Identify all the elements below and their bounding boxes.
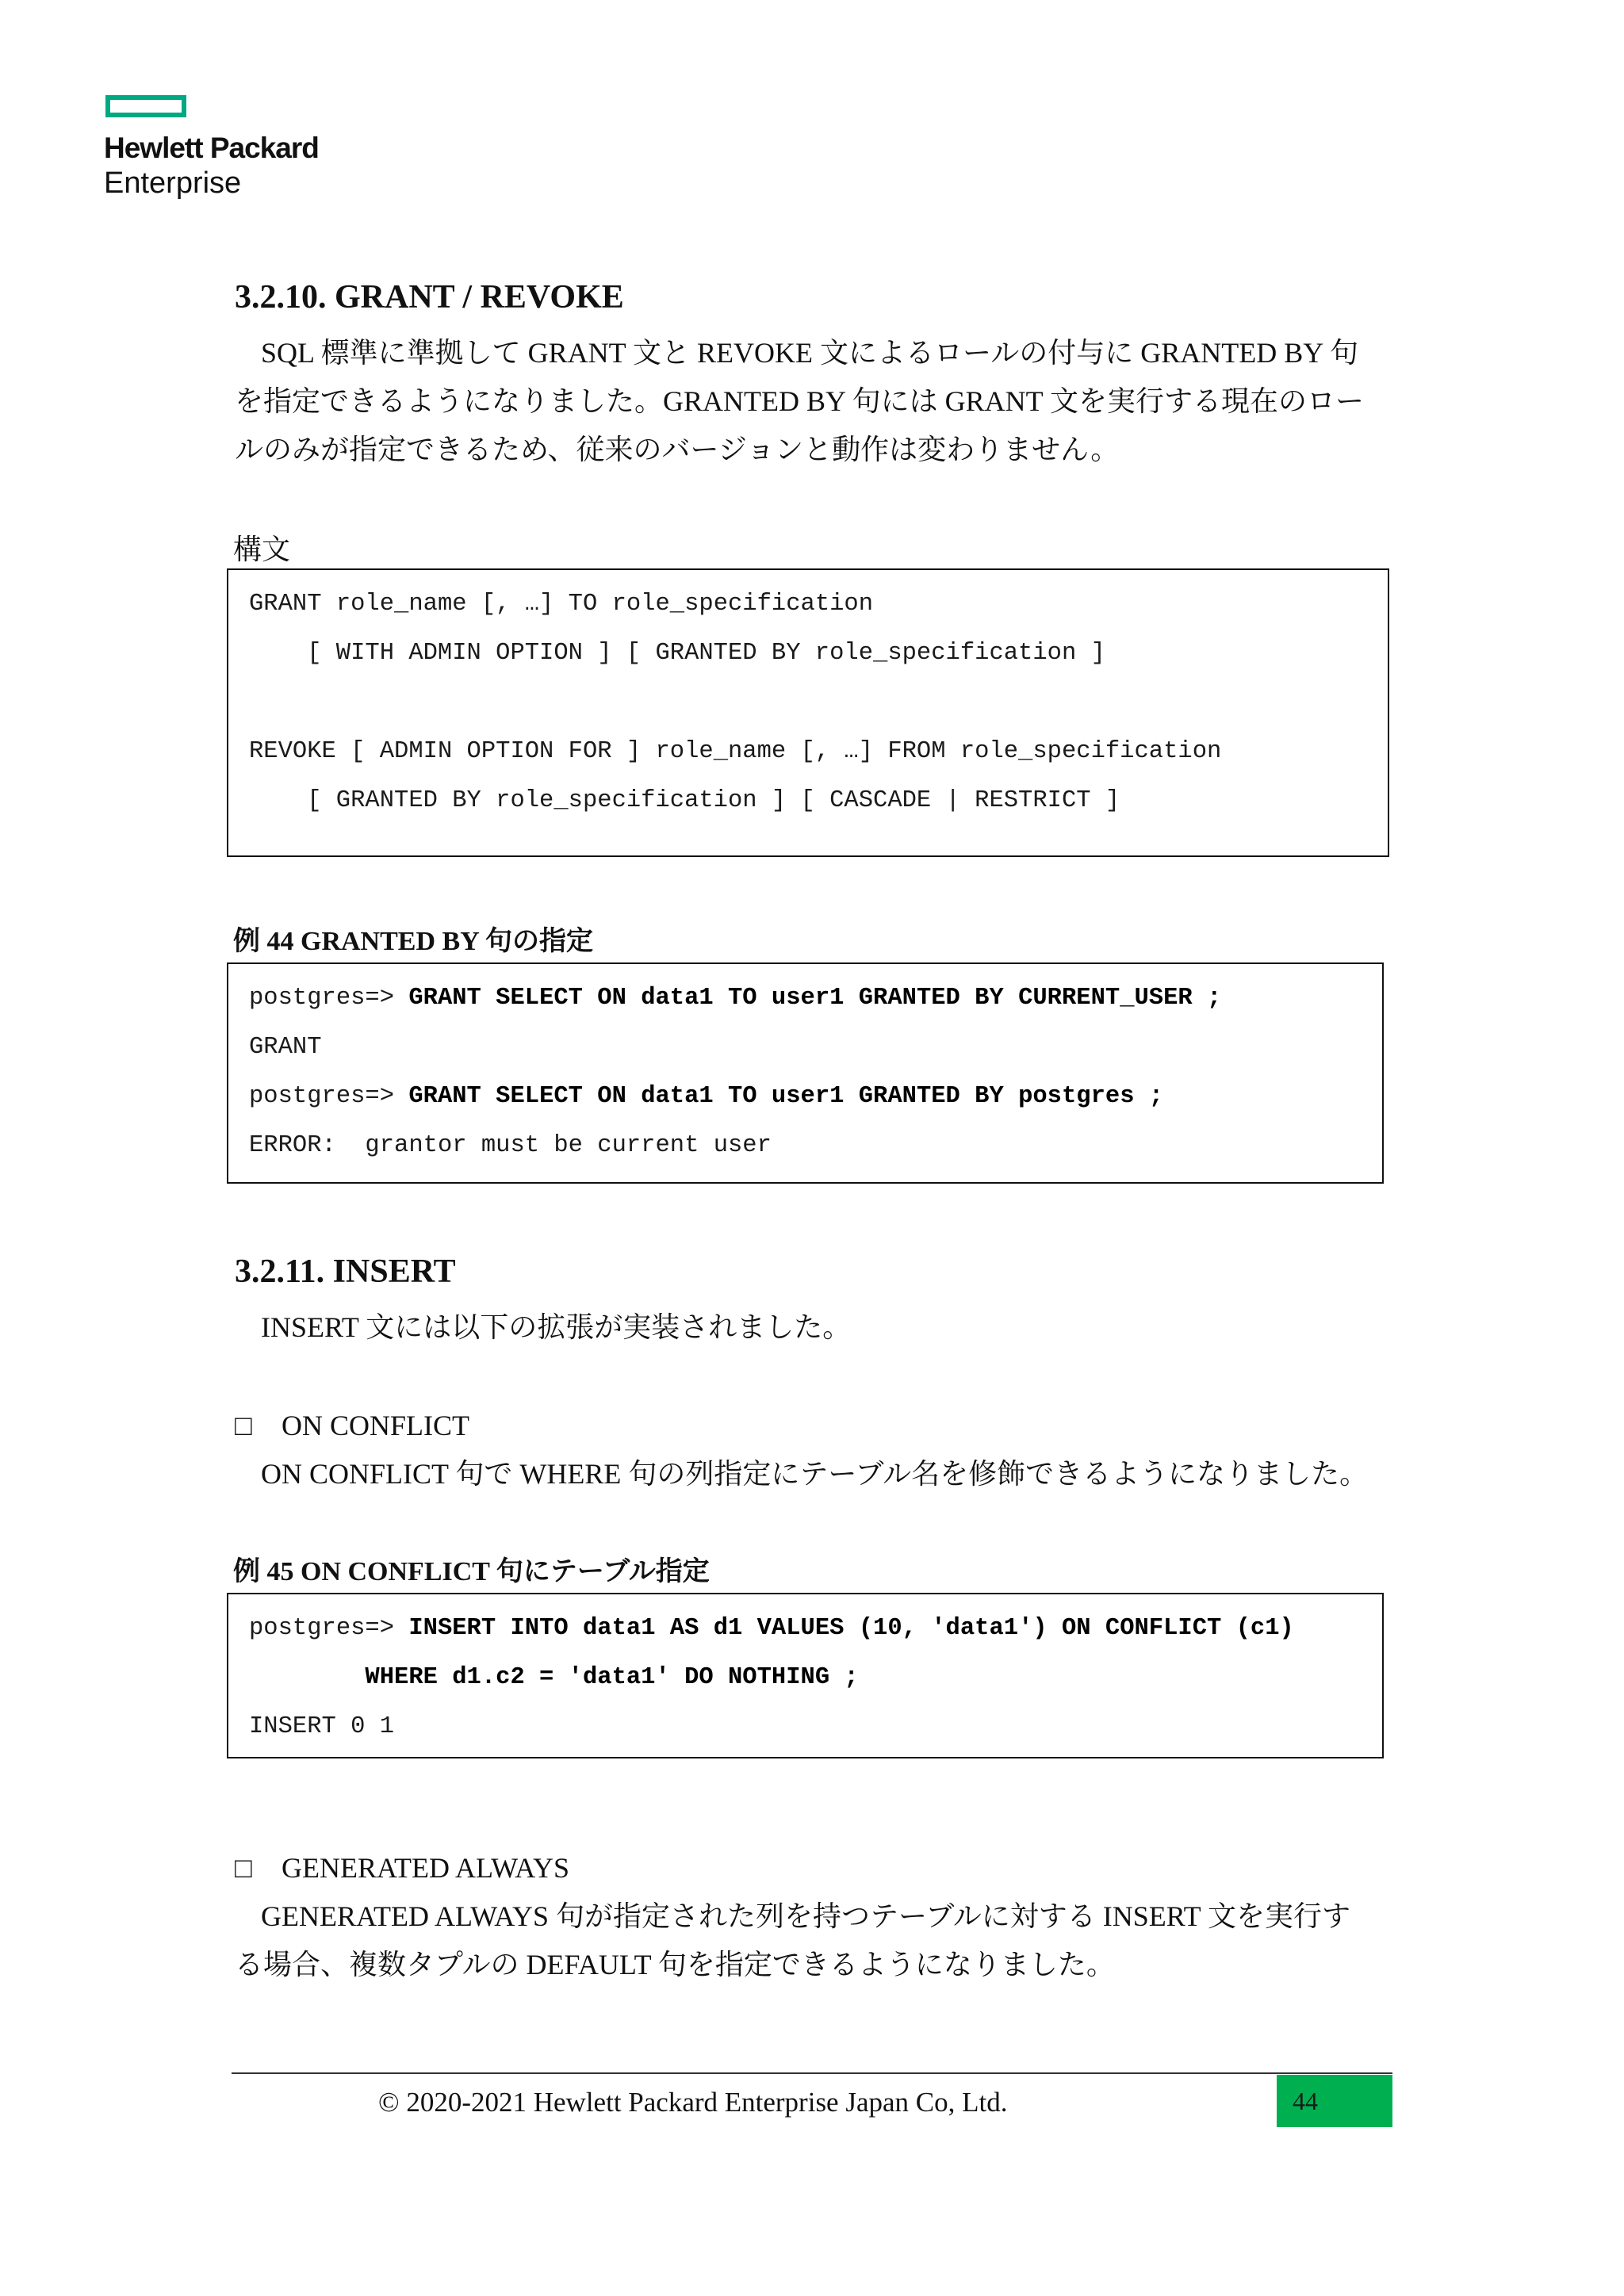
paragraph-line: る場合、複数タプルの DEFAULT 句を指定できるようになりました。 xyxy=(235,1949,1115,1980)
code-line: [ GRANTED BY role_specification ] [ CASCADE | RESTRICT ] xyxy=(307,787,1120,814)
code-line xyxy=(249,1604,1382,1653)
paragraph-on-conflict xyxy=(261,1450,1368,1498)
footer-divider xyxy=(232,2072,1392,2074)
syntax-code-block xyxy=(227,568,1389,857)
page-number: 44 xyxy=(1293,2087,1318,2115)
square-bullet-icon: □ xyxy=(235,1852,252,1884)
code-command: GRANT SELECT ON data1 TO user1 GRANTED BY CURRENT_USER ; xyxy=(408,985,1222,1012)
code-line: REVOKE [ ADMIN OPTION FOR ] role_name [, …] FROM role_specification xyxy=(249,738,1222,765)
logo-wordmark-line1: Hewlett Packard xyxy=(104,132,319,164)
logo-mark xyxy=(105,95,186,117)
paragraph-insert-intro xyxy=(261,1303,851,1352)
square-bullet-icon: □ xyxy=(235,1410,252,1441)
paragraph-line: ON CONFLICT 句で WHERE 句の列指定にテーブル名を修飾できるようになりました。 xyxy=(261,1458,1369,1490)
paragraph-line: SQL 標準に準拠して GRANT 文と REVOKE 文によるロールの付与に GRANTED BY 句 xyxy=(261,337,1358,369)
subsection-title: GENERATED ALWAYS xyxy=(282,1852,570,1884)
code-output: GRANT xyxy=(249,1034,322,1061)
paragraph-line: GENERATED ALWAYS 句が指定された列を持つテーブルに対する INSERT 文を実行す xyxy=(261,1900,1350,1932)
paragraph-line: ルのみが指定できるため、従来のバージョンと動作は変わりません。 xyxy=(235,434,1120,465)
code-prompt: postgres=> xyxy=(249,1083,395,1110)
code-command: INSERT INTO data1 AS d1 VALUES (10, 'data1') ON CONFLICT (c1) xyxy=(408,1615,1294,1642)
code-output: INSERT 0 1 xyxy=(249,1713,395,1740)
example-code-block xyxy=(227,962,1384,1184)
example-caption: 例 45 ON CONFLICT 句にテーブル指定 xyxy=(233,1557,710,1586)
subsection-title: ON CONFLICT xyxy=(282,1410,470,1441)
code-output: ERROR: grantor must be current user xyxy=(249,1132,772,1159)
footer-copyright: © 2020-2021 Hewlett Packard Enterprise Japan Co, Ltd. xyxy=(378,2087,1008,2118)
section-heading-grant-revoke: 3.2.10. GRANT / REVOKE xyxy=(235,279,624,316)
code-line xyxy=(249,1702,1382,1751)
code-line xyxy=(249,1121,1382,1170)
code-command: GRANT SELECT ON data1 TO user1 GRANTED BY postgres ; xyxy=(408,1083,1164,1110)
paragraph-generated-always xyxy=(235,1892,1350,1989)
code-command: WHERE d1.c2 = 'data1' DO NOTHING ; xyxy=(365,1664,859,1691)
paragraph-line: INSERT 文には以下の拡張が実装されました。 xyxy=(261,1311,852,1343)
example-code-block xyxy=(227,1593,1384,1758)
logo-wordmark-line2: Enterprise xyxy=(104,166,242,200)
code-blank-line xyxy=(249,678,1388,727)
code-line: [ WITH ADMIN OPTION ] [ GRANTED BY role_specification ] xyxy=(307,640,1105,667)
code-line xyxy=(249,1653,1382,1702)
code-prompt: postgres=> xyxy=(249,985,395,1012)
code-line xyxy=(249,1072,1382,1121)
code-line xyxy=(249,974,1382,1023)
paragraph-grant-revoke xyxy=(235,329,1364,474)
syntax-label: 構文 xyxy=(233,534,291,565)
paragraph-line: を指定できるようになりました。GRANTED BY 句には GRANT 文を実行する現在のロー xyxy=(235,385,1365,417)
subsection-generated-always xyxy=(235,1844,569,1892)
subsection-on-conflict xyxy=(235,1402,469,1450)
code-line xyxy=(249,1023,1382,1072)
code-line: GRANT role_name [, …] TO role_specification xyxy=(249,591,874,618)
example-caption: 例 44 GRANTED BY 句の指定 xyxy=(233,927,593,956)
section-heading-insert: 3.2.11. INSERT xyxy=(235,1253,456,1290)
page-number-badge xyxy=(1277,2075,1392,2127)
code-prompt: postgres=> xyxy=(249,1615,395,1642)
